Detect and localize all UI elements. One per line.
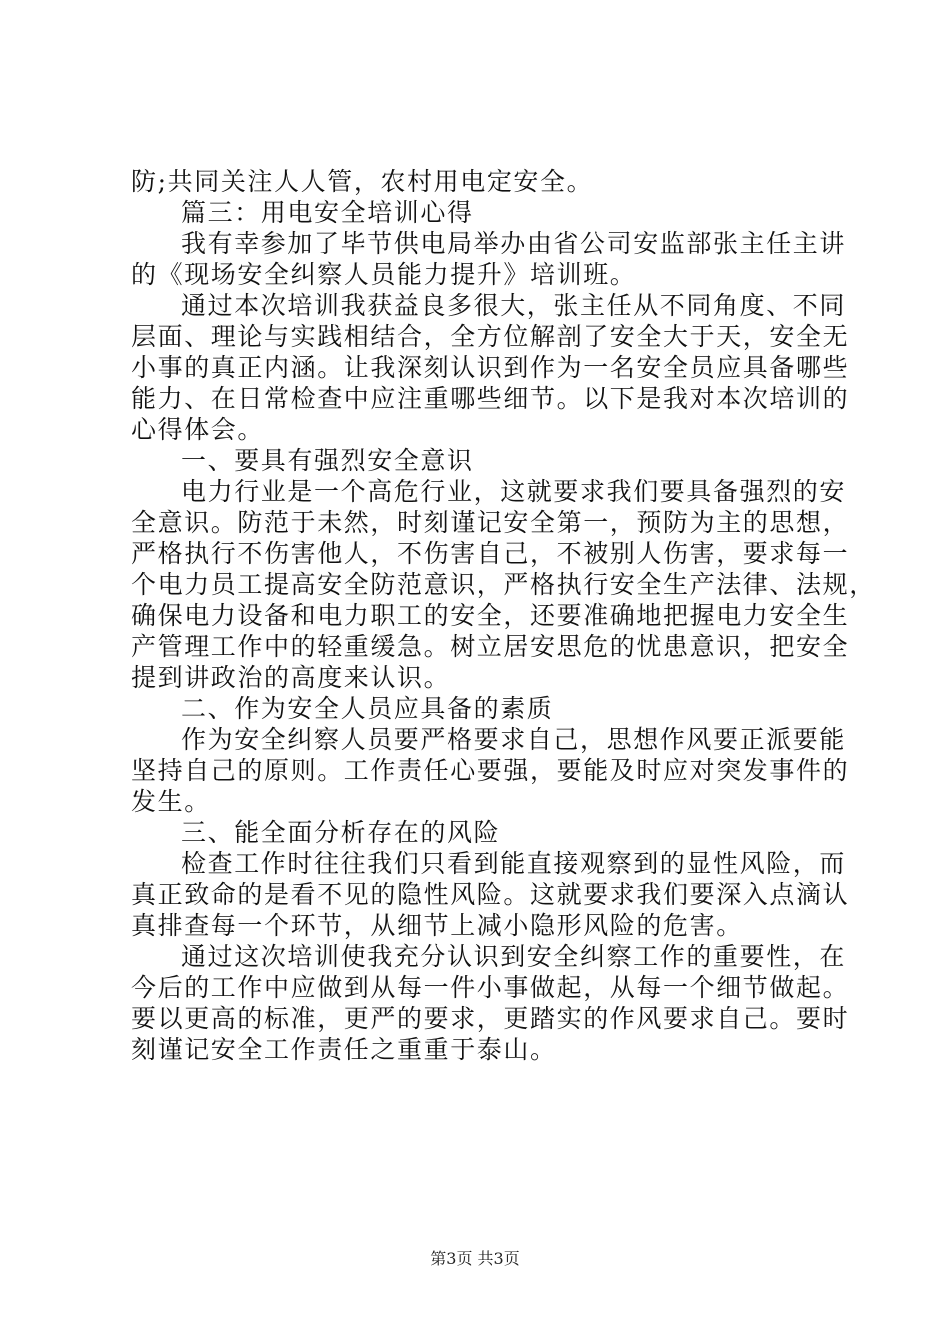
text-line: 小事的真正内涵。让我深刻认识到作为一名安全员应具备哪些 [131, 353, 850, 382]
section-heading: 一、要具有强烈安全意识 [181, 446, 474, 475]
text-line: 产管理工作中的轻重缓急。树立居安思危的忧患意识，把安全 [131, 632, 850, 661]
section-heading: 二、作为安全人员应具备的素质 [181, 694, 554, 723]
text-line: 层面、理论与实践相结合，全方位解剖了安全大于天，安全无 [131, 322, 850, 351]
text-line: 我有幸参加了毕节供电局举办由省公司安监部张主任主讲 [181, 229, 847, 258]
section-heading: 三、能全面分析存在的风险 [181, 818, 501, 847]
document-body [131, 166, 876, 1065]
text-line: 防;共同关注人人管，农村用电定安全。 [131, 167, 594, 196]
text-line: 作为安全纠察人员要严格要求自己，思想作风要正派要能 [181, 725, 847, 754]
section-title: 篇三：用电安全培训心得 [181, 198, 474, 227]
page-footer [0, 1246, 950, 1269]
text-line: 确保电力设备和电力职工的安全，还要准确地把握电力安全生 [131, 601, 850, 630]
text-line: 个电力员工提高安全防范意识，严格执行安全生产法律、法规， [131, 570, 876, 599]
text-line: 今后的工作中应做到从每一件小事做起，从每一个细节做起。 [131, 973, 850, 1002]
text-line: 发生。 [131, 787, 211, 816]
text-line: 心得体会。 [131, 415, 265, 444]
page-number: 第3页 共3页 [430, 1249, 520, 1268]
text-line: 严格执行不伤害他人，不伤害自己，不被别人伤害，要求每一 [131, 539, 850, 568]
text-line: 通过这次培训使我充分认识到安全纠察工作的重要性，在 [181, 942, 847, 971]
text-line: 提到讲政治的高度来认识。 [131, 663, 451, 692]
text-line: 能力、在日常检查中应注重哪些细节。以下是我对本次培训的 [131, 384, 850, 413]
text-line: 真排查每一个环节，从细节上减小隐形风险的危害。 [131, 911, 743, 940]
text-line: 真正致命的是看不见的隐性风险。这就要求我们要深入点滴认 [131, 880, 850, 909]
text-line: 电力行业是一个高危行业，这就要求我们要具备强烈的安 [181, 477, 847, 506]
text-line: 通过本次培训我获益良多很大，张主任从不同角度、不同 [181, 291, 847, 320]
text-line: 坚持自己的原则。工作责任心要强，要能及时应对突发事件的 [131, 756, 850, 785]
text-line: 要以更高的标准，更严的要求，更踏实的作风要求自己。要时 [131, 1004, 850, 1033]
text-line: 的《现场安全纠察人员能力提升》培训班。 [131, 260, 637, 289]
text-line: 刻谨记安全工作责任之重重于泰山。 [131, 1035, 557, 1064]
text-line: 检查工作时往往我们只看到能直接观察到的显性风险，而 [181, 849, 847, 878]
text-line: 全意识。防范于未然，时刻谨记安全第一，预防为主的思想， [131, 508, 850, 537]
